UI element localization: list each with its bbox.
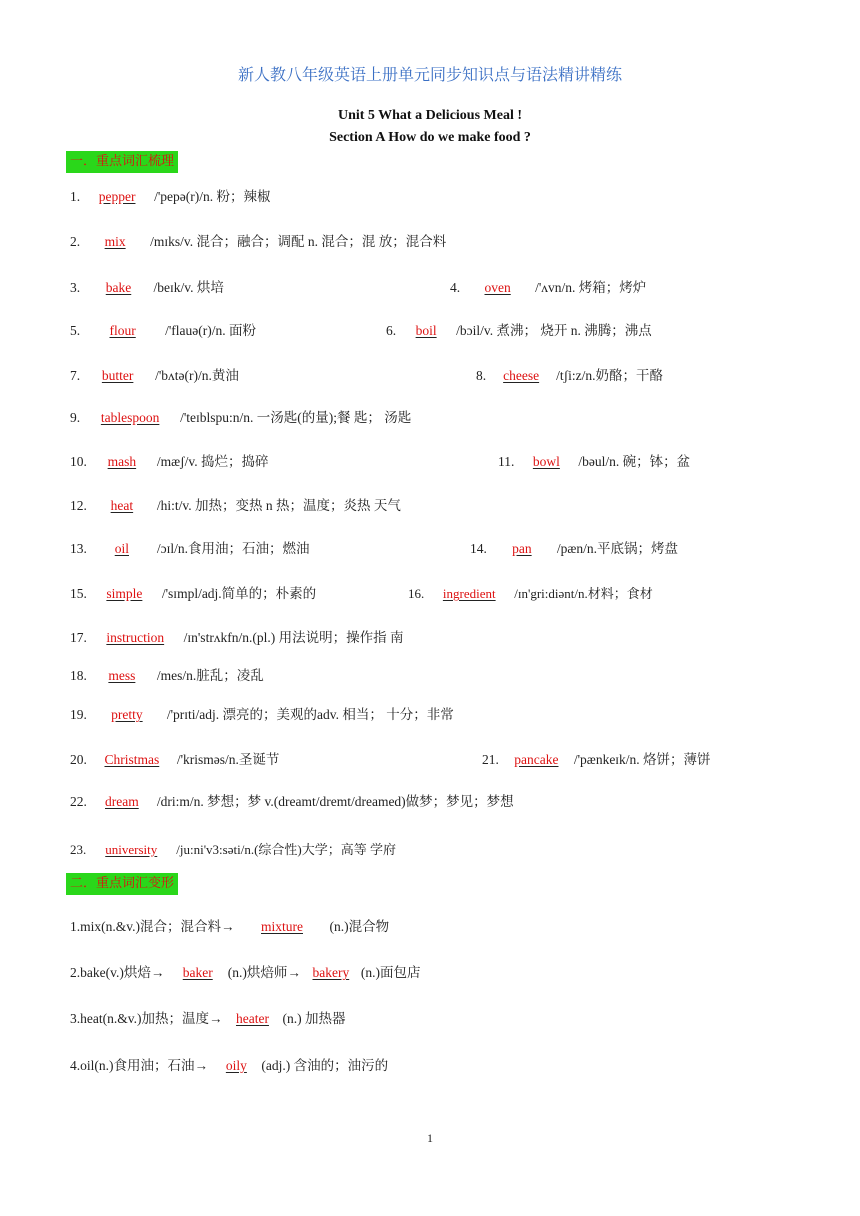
word-form-answer: mixture — [261, 919, 303, 934]
word-form-item: 2.bake(v.)烘焙→ baker (n.)烘焙师→ bakery(n.)面包店 — [70, 965, 421, 980]
vocab-item: 10. mash /mæʃ/v. 捣烂；捣碎 — [70, 454, 269, 469]
vocab-answer: cheese — [503, 368, 540, 383]
vocab-answer: flour — [109, 323, 136, 338]
vocab-item: 11. bowl /bəul/n. 碗；钵；盆 — [498, 454, 691, 469]
word-form-item: 3.heat(n.&v.)加热；温度→ heater(n.) 加热器 — [70, 1011, 346, 1026]
vocab-item: 6. boil /bɔil/v. 煮沸； 烧开 n. 沸腾；沸点 — [386, 323, 652, 338]
vocab-item: 5. flour /'flauə(r)/n. 面粉 — [70, 323, 257, 338]
vocab-answer: oven — [484, 280, 511, 295]
section-heading-word-forms: 二．重点词汇变形 — [66, 873, 178, 895]
vocab-item: 4. oven /'ʌvn/n. 烤箱；烤炉 — [450, 280, 647, 295]
vocab-answer: boil — [415, 323, 437, 338]
document-header-title: 新人教八年级英语上册单元同步知识点与语法精讲精练 — [237, 65, 622, 84]
unit-title: Unit 5 What a Delicious Meal ! — [337, 108, 523, 123]
vocab-item: 14. pan /pæn/n.平底锅；烤盘 — [470, 541, 679, 556]
vocab-answer: bowl — [532, 454, 560, 469]
vocab-answer: pancake — [514, 752, 559, 767]
vocab-item: 1. pepper /'pepə(r)/n. 粉；辣椒 — [70, 189, 271, 204]
vocab-item: 20. Christmas /'krisməs/n.圣诞节 — [70, 752, 280, 767]
vocab-item: 23. university /ju:ni'v3:səti/n.(综合性)大学；高等 学府 — [70, 842, 396, 857]
vocab-answer: dream — [105, 794, 139, 809]
vocab-item: 17. instruction /ɪn'strʌkfn/n.(pl.) 用法说明；操作指 南 — [70, 630, 404, 645]
page-number: 1 — [427, 1131, 433, 1145]
vocab-answer: pan — [512, 541, 532, 556]
vocab-item: 13. oil /ɔɪl/n.食用油；石油；燃油 — [70, 541, 310, 556]
vocab-item: 3. bake /beɪk/v. 烘培 — [70, 280, 224, 295]
vocab-item: 18. mess /mes/n.脏乱；凌乱 — [70, 668, 264, 683]
word-form-answer: oily — [225, 1058, 247, 1073]
word-form-answer: heater — [235, 1011, 269, 1026]
vocab-answer: ingredient — [442, 586, 496, 601]
word-form-item: 1.mix(n.&v.)混合；混合料→ mixture (n.)混合物 — [70, 919, 390, 934]
vocab-answer: tablespoon — [100, 410, 160, 425]
vocab-item: 7. butter /'bʌtə(r)/n.黄油 — [70, 368, 239, 383]
vocab-answer: instruction — [106, 630, 165, 645]
vocab-answer: pepper — [98, 189, 136, 204]
vocab-item: 8. cheese /tʃi:z/n.奶酪；干酪 — [476, 368, 663, 383]
section-heading-vocabulary: 一．重点词汇梳理 — [66, 151, 178, 173]
vocab-answer: Christmas — [104, 752, 160, 767]
vocab-item: 9. tablespoon /'teɪblspu:n/n. 一汤匙(的量);餐 匙； 汤匙 — [70, 410, 412, 425]
vocab-answer: university — [105, 842, 158, 857]
vocab-item: 22. dream /dri:m/n. 梦想；梦 v.(dreamt/dremt/dreamed)做梦；梦见；梦想 — [70, 794, 514, 809]
vocab-answer: mash — [107, 454, 137, 469]
word-form-item: 4.oil(n.)食用油；石油→ oily (adj.) 含油的；油污的 — [70, 1058, 389, 1073]
vocab-answer: oil — [114, 541, 129, 556]
word-form-answer: bakery — [312, 965, 350, 980]
vocab-answer: mess — [108, 668, 136, 683]
vocab-answer: pretty — [111, 707, 143, 722]
vocab-answer: mix — [104, 234, 126, 249]
word-form-answer: baker — [182, 965, 213, 980]
vocab-answer: butter — [101, 368, 134, 383]
vocab-item: 12. heat /hi:t/v. 加热；变热 n 热；温度；炎热 天气 — [70, 498, 401, 513]
vocab-item: 2. mix /mɪks/v. 混合；融合；调配 n. 混合；混 放；混合料 — [70, 234, 447, 249]
vocab-item: 19. pretty /'prɪti/adj. 漂亮的；美观的adv. 相当； 十分；非常 — [70, 707, 454, 722]
vocab-answer: bake — [105, 280, 132, 295]
vocab-item: 15. simple /'sɪmpl/adj.简单的；朴素的 — [70, 586, 317, 601]
vocab-item: 21. pancake/'pænkeɪk/n. 烙饼；薄饼 — [482, 752, 711, 767]
vocab-answer: heat — [110, 498, 134, 513]
vocab-item: 16. ingredient /ɪn'gri:diənt/n.材料；食材 — [408, 586, 653, 601]
section-title: Section A How do we make food ? — [329, 130, 531, 145]
vocab-answer: simple — [106, 586, 143, 601]
